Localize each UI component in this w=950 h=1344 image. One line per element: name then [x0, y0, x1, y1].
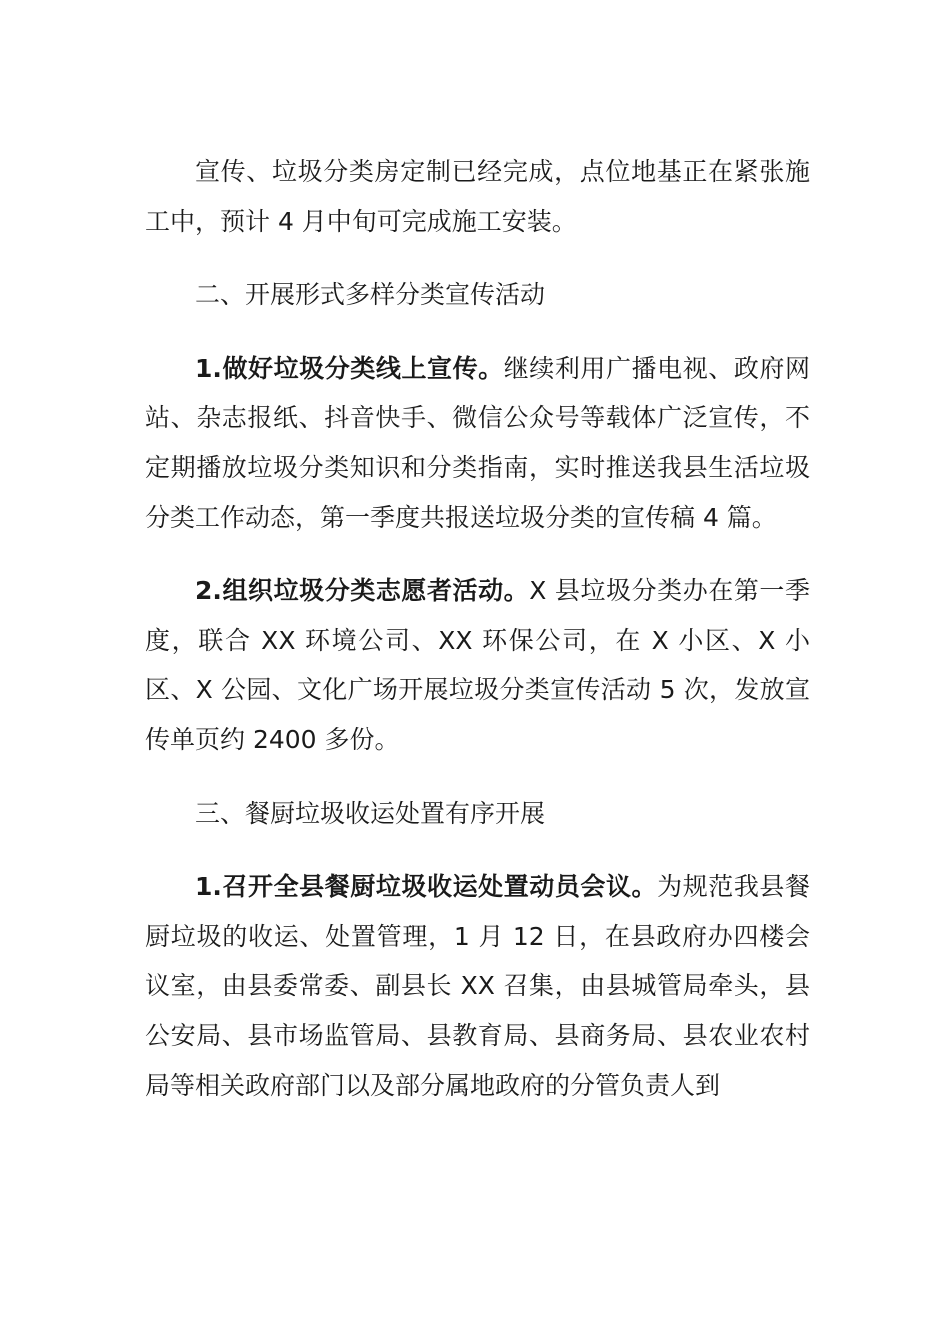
section-heading-3: 三、餐厨垃圾收运处置有序开展 [195, 798, 546, 828]
item-body: 继续利用广播电视、政府网站、杂志报纸、抖音快手、微信公众号等载体广泛宣传，不定期播放垃圾分类知识和分类指南，实时推送我县生活垃圾分类工作动态，第一季度共报送垃圾分类的宣传稿 4 篇。 [145, 353, 810, 532]
item-body: X 县垃圾分类办在第一季度，联合 XX 环境公司、XX 环保公司，在 X 小区、X 小区、X 公园、文化广场开展垃圾分类宣传活动 5 次，发放宣传单页约 2400 多份。 [145, 576, 810, 754]
section-heading-2: 二、开展形式多样分类宣传活动 [195, 280, 546, 310]
paragraph-item-online-publicity [145, 344, 810, 542]
document-page [145, 147, 810, 1110]
item-lead: 2.组织垃圾分类志愿者活动。 [195, 576, 530, 606]
item-body: 为规范我县餐厨垃圾的收运、处置管理，1 月 12 日，在县政府办四楼会议室，由县委常委、副县长 XX 召集，由县城管局牵头，县公安局、县市场监管局、县教育局、县商务局、县农业农村局等相关政府部门以及部分属地政府的分管负责人到 [145, 872, 810, 1100]
item-lead: 1.召开全县餐厨垃圾收运处置动员会议。 [195, 872, 658, 902]
paragraph-item-volunteer-activity [145, 566, 810, 764]
item-lead: 1.做好垃圾分类线上宣传。 [195, 353, 504, 383]
paragraph-item-kitchen-waste-meeting [145, 862, 810, 1110]
paragraph-intro: 宣传、垃圾分类房定制已经完成，点位地基正在紧张施工中，预计 4 月中旬可完成施工安装。 [145, 157, 810, 236]
